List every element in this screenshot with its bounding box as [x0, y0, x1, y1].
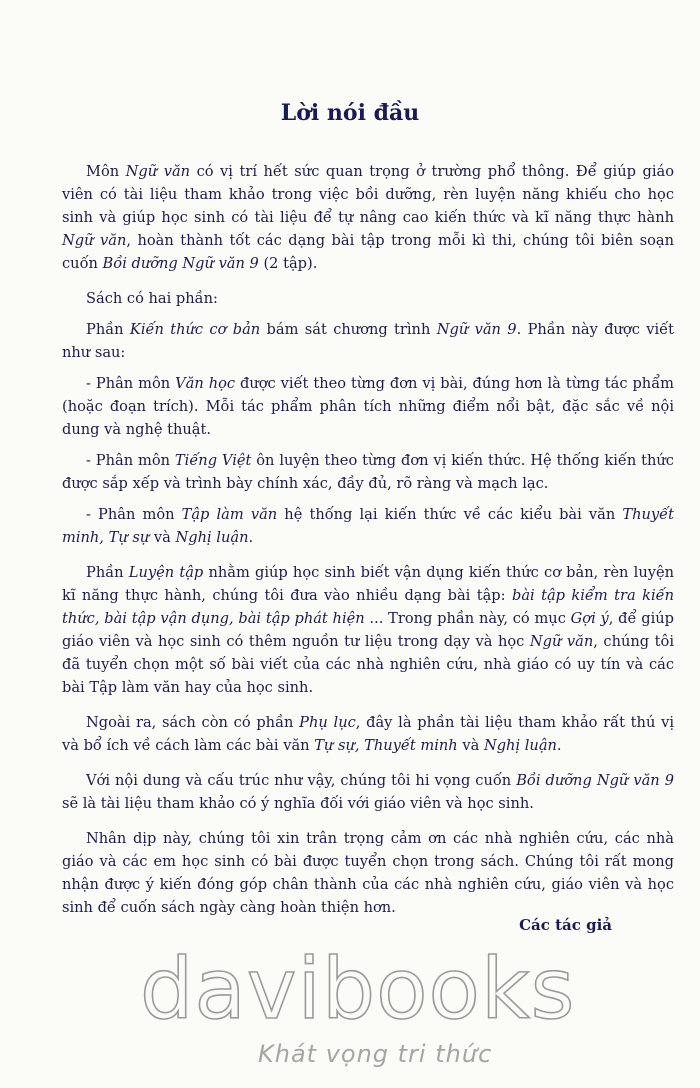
- paragraph-appendix: Ngoài ra, sách còn có phần Phụ lục, đây là phần tài liệu tham khảo rất thú vị và bổ ích về cách làm các bài văn Tự sự, Thuyết minh và Nghị luận.: [62, 714, 674, 754]
- paragraph-intro: Môn Ngữ văn có vị trí hết sức quan trọng ở trường phổ thông. Để giúp giáo viên có tài liệu tham khảo trong việc bồi dưỡng, rèn luyện năng khiếu cho học sinh và giúp học sinh có tài liệu để tự nâng cao kiến thức và kĩ năng thực hành Ngữ văn, hoàn thành tốt các dạng bài tập trong mỗi kì thi, chúng tôi biên soạn cuốn Bồi dưỡng Ngữ văn 9 (2 tập).: [62, 163, 674, 272]
- paragraph-part-basic: Phần Kiến thức cơ bản bám sát chương trình Ngữ văn 9. Phần này được viết như sau:: [62, 321, 675, 361]
- paragraph-two-parts: Sách có hai phần:: [86, 290, 218, 307]
- signature: Các tác giả: [519, 916, 612, 934]
- watermark-tagline: Khát vọng tri thức: [258, 1040, 493, 1068]
- page-title: Lời nói đầu: [280, 100, 420, 126]
- paragraph-thanks: Nhân dịp này, chúng tôi xin trân trọng cảm ơn các nhà nghiên cứu, các nhà giáo và các em học sinh có bài được tuyển chọn trong sách. Chúng tôi rất mong nhận được ý kiến đóng góp chân thành của các nhà nghiên cứu, giáo viên và học sinh để cuốn sách ngày càng hoàn thiện hơn.: [62, 830, 674, 916]
- paragraph-literature: - Phân môn Văn học được viết theo từng đơn vị bài, đúng hơn là từng tác phẩm (hoặc đoạn trích). Mỗi tác phẩm phân tích những điểm nổi bật, đặc sắc về nội dung và nghệ thuật.: [62, 375, 674, 438]
- paragraph-practice: Phần Luyện tập nhằm giúp học sinh biết vận dụng kiến thức cơ bản, rèn luyện kĩ năng thực hành, chúng tôi đưa vào nhiều dạng bài tập: bài tập kiểm tra kiến thức, bài tập vận dụng, bài tập phát hiện ... Trong phần này, có mục Gợi ý, để giúp giáo viên và học sinh có thêm nguồn tư liệu trong dạy và học Ngữ văn, chúng tôi đã tuyển chọn một số bài viết của các nhà nghiên cứu, nhà giáo có uy tín và các bài Tập làm văn hay của học sinh.: [62, 564, 675, 696]
- watermark-logo: davibooks: [140, 940, 576, 1038]
- paragraph-composition: - Phân môn Tập làm văn hệ thống lại kiến thức về các kiểu bài văn Thuyết minh, Tự sự và Nghị luận.: [62, 506, 674, 546]
- paragraph-vietnamese: - Phân môn Tiếng Việt ôn luyện theo từng đơn vị kiến thức. Hệ thống kiến thức được sắp xếp và trình bày chính xác, đầy đủ, rõ ràng và mạch lạc.: [62, 452, 674, 492]
- paragraph-hope: Với nội dung và cấu trúc như vậy, chúng tôi hi vọng cuốn Bồi dưỡng Ngữ văn 9 sẽ là tài liệu tham khảo có ý nghĩa đối với giáo viên và học sinh.: [62, 772, 674, 812]
- preface-body: [62, 160, 674, 931]
